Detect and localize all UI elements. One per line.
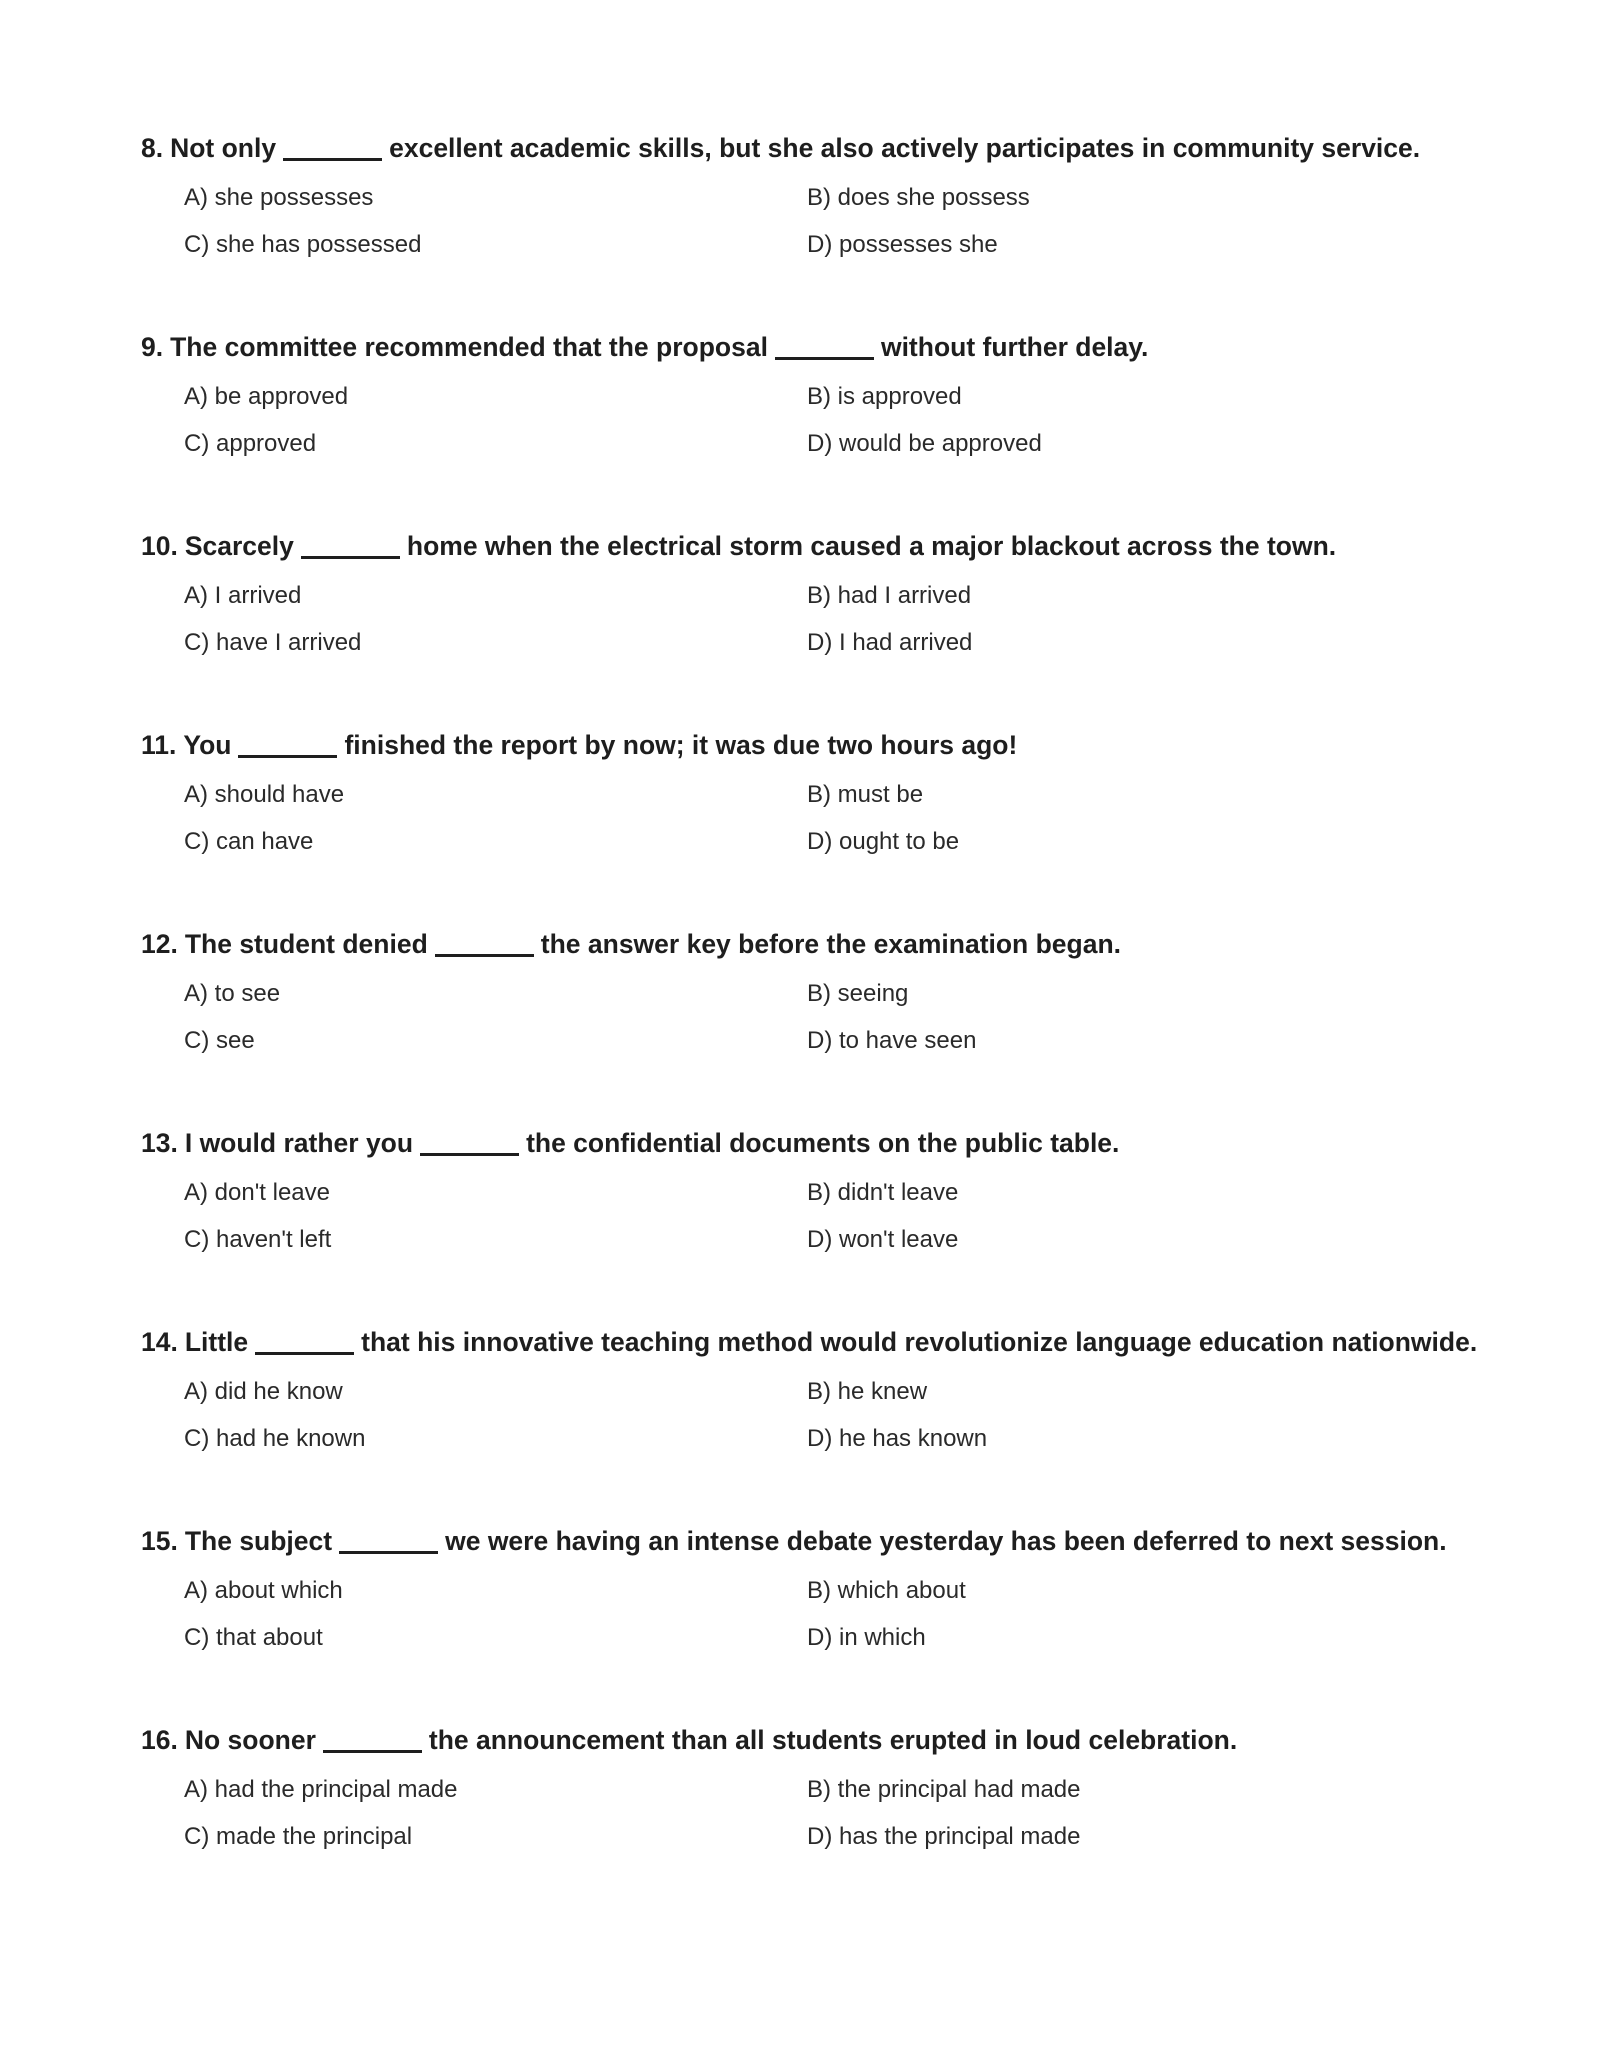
question-8: [141, 128, 1471, 327]
answer-blank: [283, 158, 382, 161]
question-number: 15.: [141, 1526, 178, 1556]
stem-after-blank: finished the report by now; it was due two hours ago!: [344, 730, 1018, 760]
options-grid: [184, 1374, 1424, 1468]
question-stem: [141, 1123, 1471, 1163]
option-d[interactable]: D) would be approved: [807, 430, 1042, 457]
answer-blank: [775, 357, 874, 360]
question-15: [141, 1521, 1471, 1720]
stem-after-blank: we were having an intense debate yesterday has been deferred to next session.: [445, 1526, 1447, 1556]
options-grid: [184, 1573, 1424, 1667]
option-c[interactable]: C) haven't left: [184, 1226, 332, 1253]
option-d[interactable]: D) has the principal made: [807, 1823, 1081, 1850]
question-16: [141, 1720, 1471, 1919]
option-a[interactable]: A) had the principal made: [184, 1776, 458, 1803]
option-c[interactable]: C) approved: [184, 430, 317, 457]
option-b[interactable]: B) seeing: [807, 980, 909, 1007]
option-d[interactable]: D) he has known: [807, 1425, 988, 1452]
option-a[interactable]: A) I arrived: [184, 582, 302, 609]
question-stem: [141, 526, 1471, 566]
question-12: [141, 924, 1471, 1123]
answer-blank: [255, 1352, 354, 1355]
question-list: [141, 128, 1478, 1919]
question-number: 14.: [141, 1327, 178, 1357]
question-number: 9.: [141, 332, 164, 362]
options-grid: [184, 976, 1424, 1070]
option-d[interactable]: D) in which: [807, 1624, 926, 1651]
answer-blank: [339, 1551, 438, 1554]
option-d[interactable]: D) possesses she: [807, 231, 998, 258]
options-grid: [184, 578, 1424, 672]
question-number: 13.: [141, 1128, 178, 1158]
option-d[interactable]: D) won't leave: [807, 1226, 959, 1253]
answer-blank: [420, 1153, 519, 1156]
option-c[interactable]: C) she has possessed: [184, 231, 422, 258]
question-9: [141, 327, 1471, 526]
option-a[interactable]: A) should have: [184, 781, 345, 808]
question-number: 11.: [141, 730, 177, 760]
question-stem: [141, 1322, 1478, 1362]
option-c[interactable]: C) have I arrived: [184, 629, 362, 656]
question-stem: [141, 1720, 1471, 1760]
stem-before-blank: The committee recommended that the proposal: [170, 332, 768, 362]
stem-after-blank: the answer key before the examination began.: [540, 929, 1122, 959]
stem-before-blank: The subject: [184, 1526, 333, 1556]
stem-before-blank: No sooner: [184, 1725, 316, 1755]
options-grid: [184, 180, 1424, 274]
options-grid: [184, 1772, 1424, 1866]
question-stem: [141, 1521, 1471, 1561]
stem-before-blank: The student denied: [184, 929, 428, 959]
option-b[interactable]: B) didn't leave: [807, 1179, 959, 1206]
stem-after-blank: home when the electrical storm caused a major blackout across the town.: [406, 531, 1337, 561]
option-b[interactable]: B) is approved: [807, 383, 962, 410]
stem-after-blank: that his innovative teaching method would revolutionize language education nationwide.: [361, 1327, 1478, 1357]
stem-before-blank: Not only: [170, 133, 277, 163]
stem-before-blank: Little: [184, 1327, 249, 1357]
options-grid: [184, 1175, 1424, 1269]
question-stem: [141, 924, 1471, 964]
stem-after-blank: the confidential documents on the public table.: [526, 1128, 1120, 1158]
question-11: [141, 725, 1471, 924]
answer-blank: [238, 755, 337, 758]
stem-before-blank: Scarcely: [184, 531, 294, 561]
option-b[interactable]: B) which about: [807, 1577, 966, 1604]
stem-before-blank: You: [183, 730, 232, 760]
question-number: 12.: [141, 929, 178, 959]
question-stem: [141, 327, 1471, 367]
option-a[interactable]: A) did he know: [184, 1378, 343, 1405]
question-10: [141, 526, 1471, 725]
option-c[interactable]: C) that about: [184, 1624, 323, 1651]
option-a[interactable]: A) to see: [184, 980, 281, 1007]
option-b[interactable]: B) he knew: [807, 1378, 928, 1405]
option-c[interactable]: C) can have: [184, 828, 314, 855]
option-a[interactable]: A) about which: [184, 1577, 343, 1604]
option-c[interactable]: C) see: [184, 1027, 255, 1054]
options-grid: [184, 379, 1424, 473]
question-13: [141, 1123, 1471, 1322]
question-number: 10.: [141, 531, 178, 561]
question-number: 16.: [141, 1725, 178, 1755]
option-c[interactable]: C) had he known: [184, 1425, 366, 1452]
answer-blank: [301, 556, 400, 559]
option-b[interactable]: B) does she possess: [807, 184, 1030, 211]
question-14: [141, 1322, 1478, 1521]
option-b[interactable]: B) must be: [807, 781, 924, 808]
question-number: 8.: [141, 133, 164, 163]
stem-before-blank: I would rather you: [184, 1128, 414, 1158]
option-c[interactable]: C) made the principal: [184, 1823, 413, 1850]
stem-after-blank: without further delay.: [880, 332, 1149, 362]
option-b[interactable]: B) had I arrived: [807, 582, 972, 609]
options-grid: [184, 777, 1424, 871]
stem-after-blank: the announcement than all students erupted in loud celebration.: [428, 1725, 1238, 1755]
question-stem: [141, 725, 1471, 765]
option-b[interactable]: B) the principal had made: [807, 1776, 1081, 1803]
answer-blank: [435, 954, 534, 957]
option-a[interactable]: A) she possesses: [184, 184, 374, 211]
question-stem: [141, 128, 1471, 168]
option-d[interactable]: D) I had arrived: [807, 629, 973, 656]
stem-after-blank: excellent academic skills, but she also actively participates in community service.: [389, 133, 1421, 163]
option-a[interactable]: A) be approved: [184, 383, 349, 410]
answer-blank: [323, 1750, 422, 1753]
option-d[interactable]: D) to have seen: [807, 1027, 977, 1054]
option-d[interactable]: D) ought to be: [807, 828, 960, 855]
option-a[interactable]: A) don't leave: [184, 1179, 331, 1206]
